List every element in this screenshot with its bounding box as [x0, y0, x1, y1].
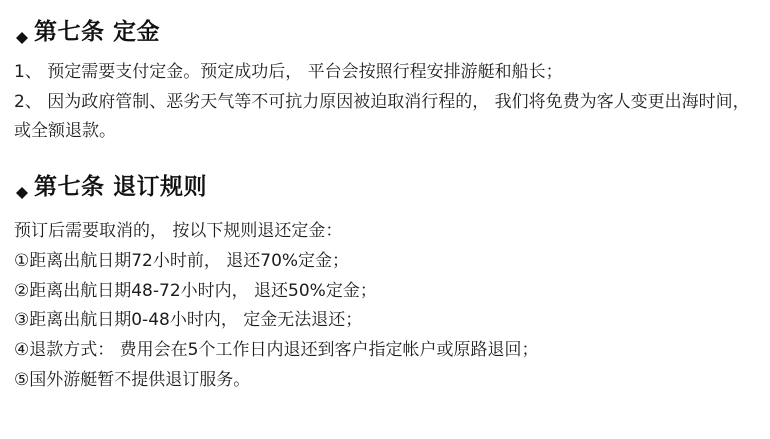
cancellation-intro: 预订后需要取消的， 按以下规则退还定金：: [14, 221, 343, 242]
section-deposit: [14, 18, 756, 147]
cancellation-rule-1: ①距离出航日期72小时前， 退还70%定金；: [14, 250, 350, 271]
cancellation-rule-4: ④退款方式： 费用会在5个工作日内退还到客户指定帐户或原路退回；: [14, 340, 539, 361]
section-deposit-body: [14, 58, 756, 147]
cancellation-rule-2: ②距离出航日期48-72小时内， 退还50%定金；: [14, 280, 377, 301]
cancellation-rule-5: ⑤国外游艇暂不提供退订服务。: [14, 369, 251, 390]
section-deposit-title: 第七条 定金: [34, 19, 161, 45]
diamond-bullet-icon: [14, 25, 30, 41]
cancellation-rule-3: ③距离出航日期0-48小时内， 定金无法退还；: [14, 310, 363, 331]
deposit-paragraph-1: 1、 预定需要支付定金。预定成功后， 平台会按照行程安排游艇和船长；: [14, 61, 563, 82]
section-cancellation-title: 第七条 退订规则: [34, 174, 208, 201]
section-cancellation-body: [14, 217, 756, 396]
diamond-bullet-icon: [14, 180, 30, 196]
section-cancellation: [14, 173, 756, 395]
section-cancellation-heading: [14, 173, 756, 203]
section-deposit-heading: [14, 18, 756, 48]
deposit-paragraph-2: 2、 因为政府管制、恶劣天气等不可抗力原因被迫取消行程的， 我们将免费为客人变更出海时间， 或全额退款。: [14, 91, 750, 142]
